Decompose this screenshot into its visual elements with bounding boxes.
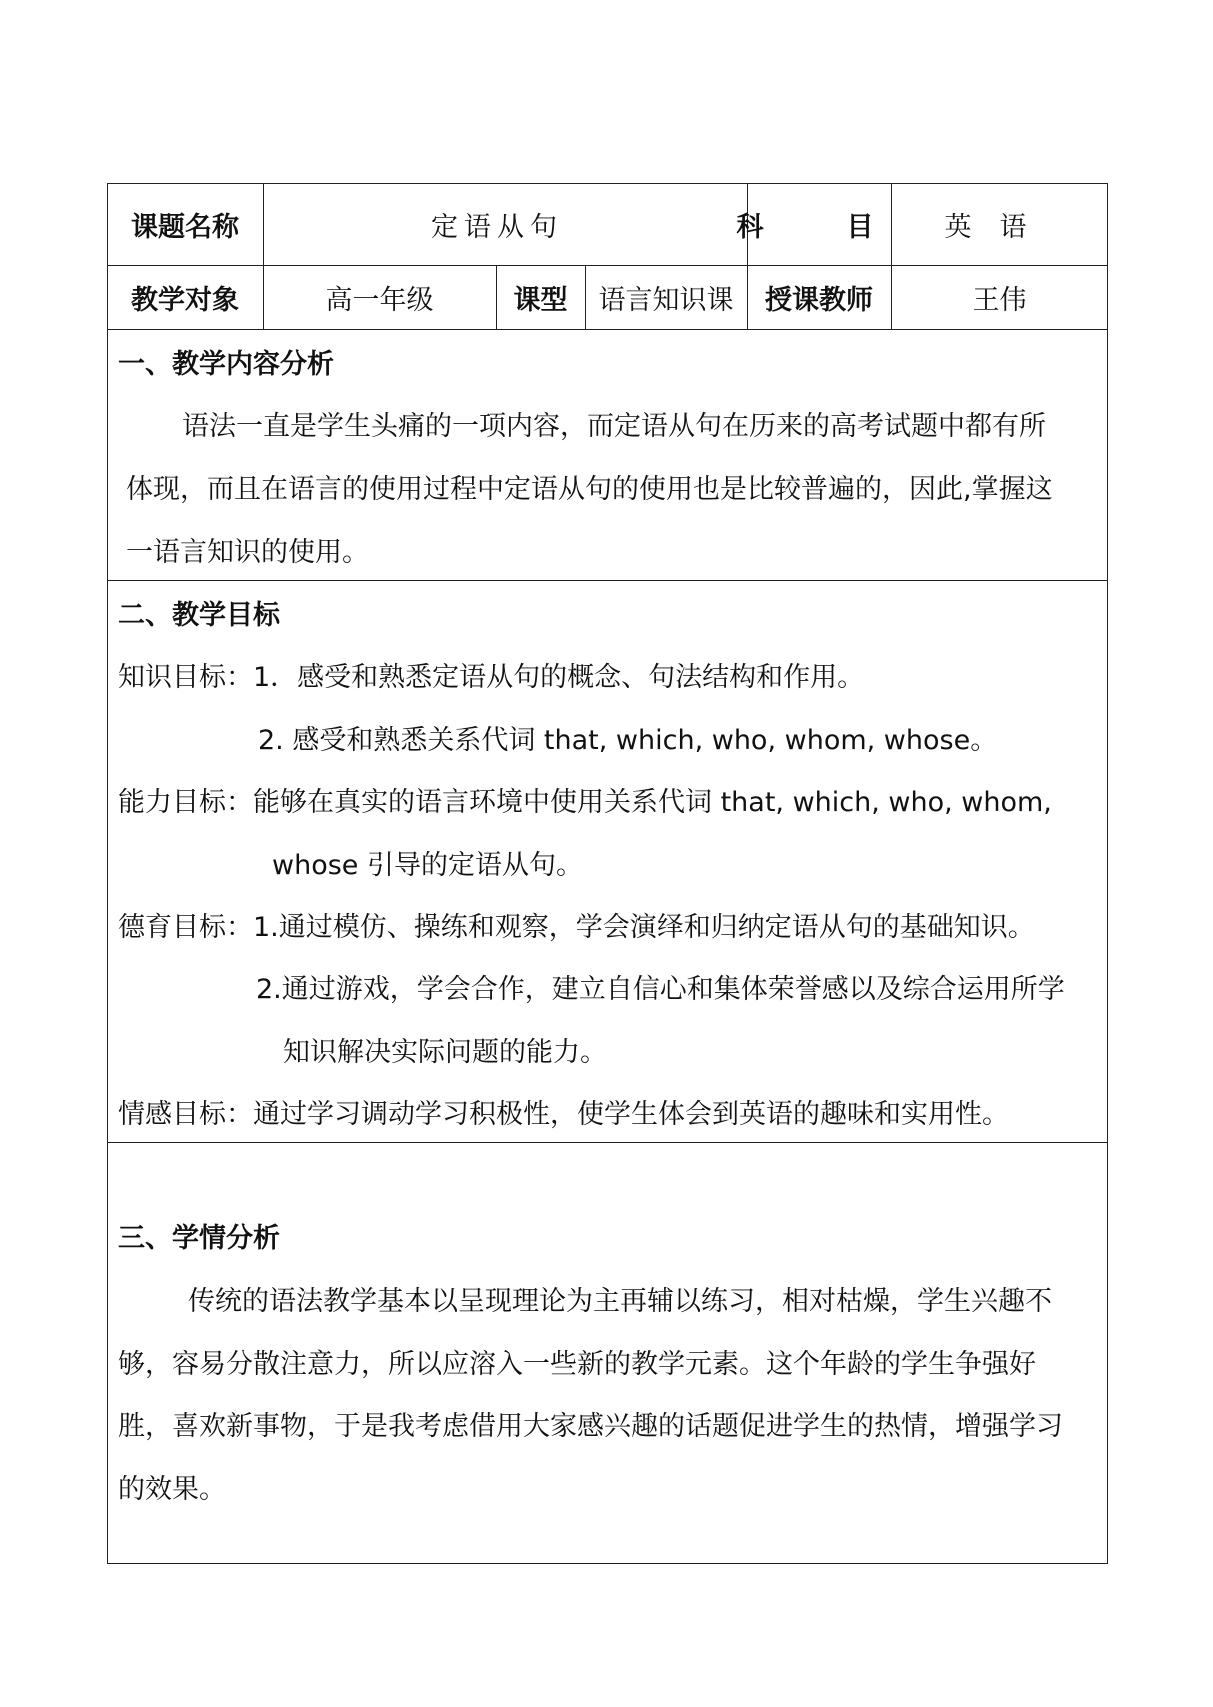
topic-label: 课题名称 — [131, 211, 239, 243]
row-divider — [107, 580, 1108, 581]
knowledge-goal-1: 知识目标：1．感受和熟悉定语从句的概念、句法结构和作用。 — [118, 662, 865, 693]
moral-goal-2: 2.通过游戏，学会合作，建立自信心和集体荣誉感以及综合运用所学 — [256, 974, 1065, 1005]
section1-line-2: 体现，而且在语言的使用过程中定语从句的使用也是比较普遍的，因此,掌握这 — [126, 474, 1053, 505]
subject-label: 科 目 — [736, 211, 902, 243]
section1-line-1: 语法一直是学生头痛的一项内容，而定语从句在历来的高考试题中都有所 — [182, 411, 1046, 442]
emotion-goal: 情感目标：通过学习调动学习积极性，使学生体会到英语的趣味和实用性。 — [118, 1099, 1009, 1130]
section3-line-4: 的效果。 — [118, 1474, 226, 1505]
section3-heading: 三、学情分析 — [118, 1223, 280, 1254]
audience-value: 高一年级 — [325, 284, 434, 316]
ability-goal-2: whose 引导的定语从句。 — [272, 850, 583, 881]
row-divider — [107, 1142, 1108, 1143]
section3-line-2: 够，容易分散注意力，所以应溶入一些新的教学元素。这个年龄的学生争强好 — [118, 1349, 1036, 1380]
knowledge-goal-2: 2. 感受和熟悉关系代词 that, which, who, whom, whose。 — [258, 725, 998, 756]
moral-goal-3: 知识解决实际问题的能力。 — [283, 1037, 607, 1068]
lesson-type-value: 语言知识课 — [598, 284, 734, 316]
audience-label: 教学对象 — [131, 284, 239, 316]
topic-value: 定语从句 — [431, 211, 563, 243]
section3-line-3: 胜，喜欢新事物，于是我考虑借用大家感兴趣的话题促进学生的热情，增强学习 — [118, 1411, 1063, 1442]
moral-goal-1: 德育目标：1.通过模仿、操练和观察，学会演绎和归纳定语从句的基础知识。 — [118, 912, 1035, 943]
lesson-type-label: 课型 — [513, 284, 568, 316]
ability-goal-1: 能力目标：能够在真实的语言环境中使用关系代词 that, which, who, whom, — [118, 787, 1052, 818]
section1-heading: 一、教学内容分析 — [118, 349, 334, 380]
section1-line-3: 一语言知识的使用。 — [126, 537, 369, 568]
teacher-label: 授课教师 — [765, 284, 873, 316]
teacher-value: 王伟 — [972, 284, 1027, 316]
section2-heading: 二、教学目标 — [118, 600, 280, 631]
section3-line-1: 传统的语法教学基本以呈现理论为主再辅以练习，相对枯燥，学生兴趣不 — [188, 1286, 1052, 1317]
subject-value: 英语 — [944, 211, 1055, 243]
row-divider — [107, 329, 1108, 330]
